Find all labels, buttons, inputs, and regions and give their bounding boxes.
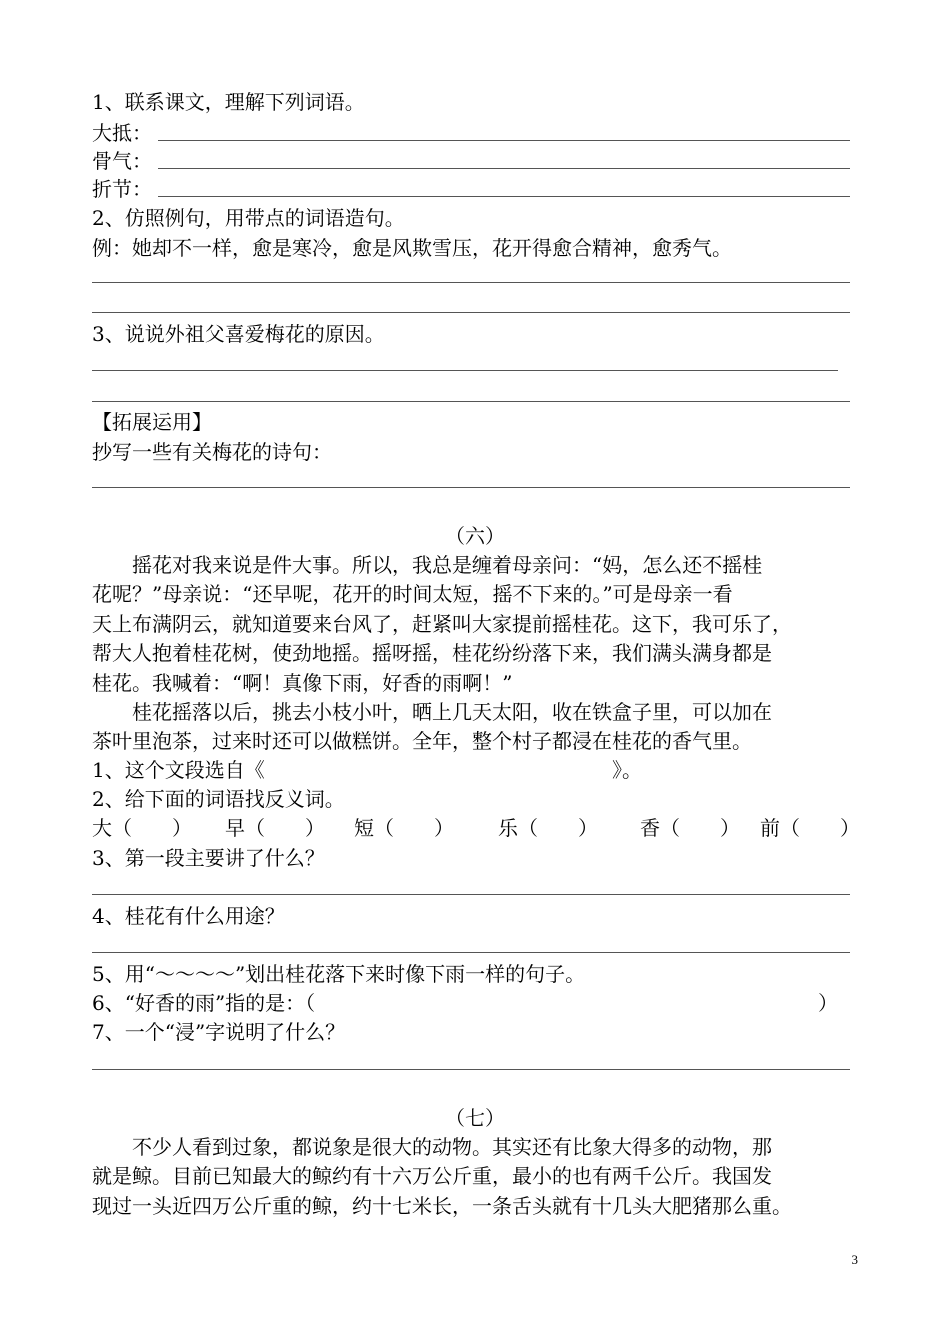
question-6-2-antonyms: 2、给下面的词语找反义词。 bbox=[92, 787, 345, 811]
extension-question: 抄写一些有关梅花的诗句： bbox=[92, 440, 332, 464]
question-6-4: 4、桂花有什么用途？ bbox=[92, 904, 285, 928]
answer-line bbox=[92, 894, 850, 895]
antonym-item: 短（ ） bbox=[354, 816, 454, 840]
page-number: 3 bbox=[851, 1252, 858, 1267]
question-6-5: 5、用“～～～～”划出桂花落下来时像下雨一样的句子。 bbox=[92, 962, 586, 986]
answer-line bbox=[158, 196, 850, 197]
question-6-1-close: 》。 bbox=[612, 758, 642, 782]
section-7-heading: （七） bbox=[445, 1106, 505, 1130]
paragraph-line: 桂花。我喊着：“啊！真像下雨，好香的雨啊！” bbox=[92, 670, 513, 695]
paragraph-line: 就是鲸。目前已知最大的鲸约有十六万公斤重，最小的也有两千公斤。我国发 bbox=[92, 1164, 772, 1189]
word-label-zhejie: 折节： bbox=[92, 177, 152, 201]
question-6-1-source: 1、这个文段选自《 bbox=[92, 758, 265, 782]
paragraph-line: 不少人看到过象，都说象是很大的动物。其实还有比象大得多的动物，那 bbox=[132, 1135, 772, 1159]
question-2-make-sentence: 2、仿照例句，用带点的词语造句。 bbox=[92, 206, 405, 230]
section-6-paragraph-2 bbox=[92, 698, 860, 757]
answer-line bbox=[158, 140, 850, 141]
answer-line bbox=[92, 952, 850, 953]
extension-title: 【拓展运用】 bbox=[92, 410, 212, 434]
question-3-reason: 3、说说外祖父喜爱梅花的原因。 bbox=[92, 322, 385, 346]
word-label-dadi: 大抵： bbox=[92, 121, 152, 145]
paragraph-line: 茶叶里泡茶，过来时还可以做糕饼。全年，整个村子都浸在桂花的香气里。 bbox=[92, 729, 752, 754]
paragraph-line: 桂花摇落以后，挑去小枝小叶，晒上几天太阳，收在铁盒子里，可以加在 bbox=[132, 700, 772, 724]
section-6-paragraph-1 bbox=[92, 551, 860, 698]
antonym-item: 大（ ） bbox=[92, 816, 192, 840]
example-sentence: 例：她却不一样，愈是寒冷，愈是风欺雪压，花开得愈合精神，愈秀气。 bbox=[92, 236, 732, 260]
question-1-understand-words: 1、联系课文，理解下列词语。 bbox=[92, 90, 365, 114]
paragraph-line: 现过一头近四万公斤重的鲸，约十七米长，一条舌头就有十几头大肥猪那么重。 bbox=[92, 1193, 792, 1218]
answer-line bbox=[92, 312, 850, 313]
answer-line bbox=[92, 282, 850, 283]
question-6-6: 6、“好香的雨”指的是：（ bbox=[92, 991, 316, 1015]
answer-line bbox=[92, 1069, 850, 1070]
section-6-heading: （六） bbox=[445, 524, 505, 548]
answer-line bbox=[158, 168, 850, 169]
paragraph-line: 花呢？”母亲说：“还早呢，花开的时间太短，摇不下来的。”可是母亲一看 bbox=[92, 582, 733, 607]
antonym-item: 香（ ） bbox=[640, 816, 740, 840]
section-7-paragraph-1 bbox=[92, 1133, 860, 1221]
antonym-item: 前（ ） bbox=[760, 816, 860, 840]
word-label-guqi: 骨气： bbox=[92, 149, 152, 173]
answer-line bbox=[92, 370, 838, 371]
question-6-6-close: ） bbox=[818, 991, 838, 1015]
answer-line bbox=[92, 487, 850, 488]
antonym-item: 早（ ） bbox=[225, 816, 325, 840]
paragraph-line: 摇花对我来说是件大事。所以，我总是缠着母亲问：“妈，怎么还不摇桂 bbox=[132, 553, 763, 577]
paragraph-line: 帮大人抱着桂花树，使劲地摇。摇呀摇，桂花纷纷落下来，我们满头满身都是 bbox=[92, 641, 772, 666]
antonym-item: 乐（ ） bbox=[498, 816, 598, 840]
answer-line bbox=[92, 401, 850, 402]
question-6-3: 3、第一段主要讲了什么？ bbox=[92, 846, 325, 870]
question-6-7: 7、一个“浸”字说明了什么？ bbox=[92, 1020, 346, 1044]
paragraph-line: 天上布满阴云，就知道要来台风了，赶紧叫大家提前摇桂花。这下，我可乐了， bbox=[92, 611, 792, 636]
